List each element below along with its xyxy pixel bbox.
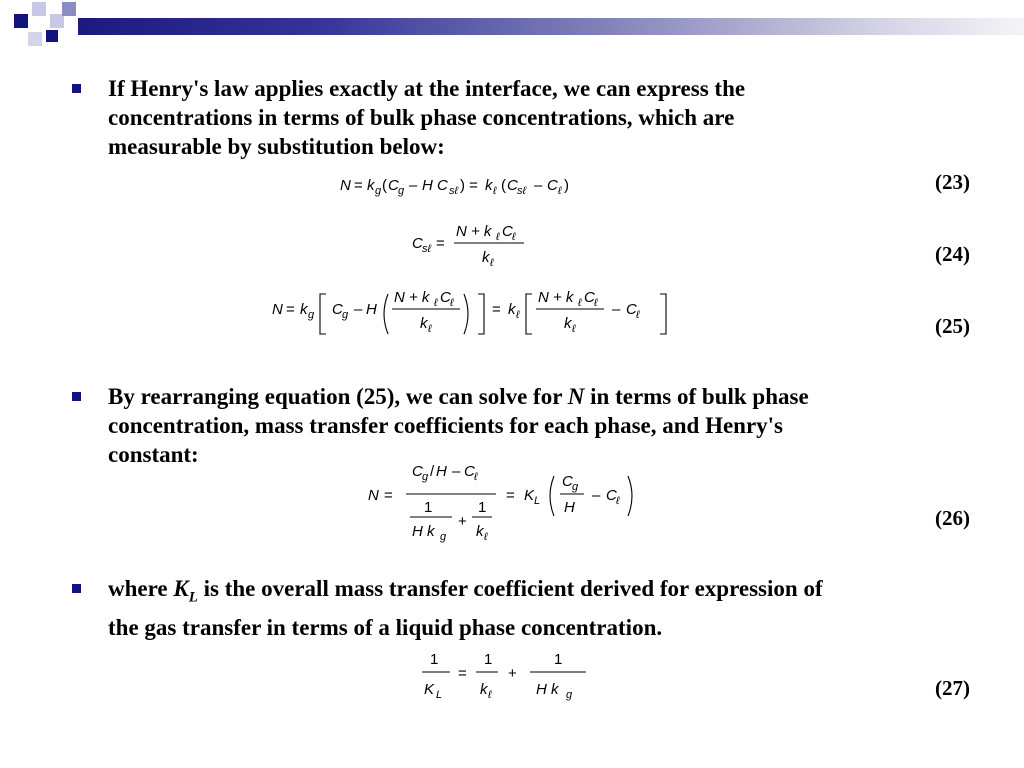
text-span: is the overall mass transfer coefficient derived for expression of xyxy=(197,576,823,601)
svg-text:ℓ: ℓ xyxy=(428,323,432,335)
svg-text:g: g xyxy=(440,531,447,543)
text-line: measurable by substitution below: xyxy=(108,134,445,159)
svg-text:ℓ: ℓ xyxy=(484,531,488,543)
svg-text:k: k xyxy=(476,523,484,540)
svg-text:/: / xyxy=(430,463,435,480)
svg-text:ℓ: ℓ xyxy=(496,231,500,243)
equation-25 xyxy=(270,286,680,347)
bullet-marker xyxy=(72,84,81,93)
svg-text:k: k xyxy=(300,301,308,318)
svg-text:g: g xyxy=(308,309,315,321)
equation-number: (25) xyxy=(935,314,970,338)
svg-text:H: H xyxy=(436,463,447,480)
svg-text:g: g xyxy=(572,481,579,493)
text-line xyxy=(108,382,968,411)
svg-text:C: C xyxy=(388,177,399,194)
text-line xyxy=(108,574,968,613)
bullet-marker xyxy=(72,584,81,593)
variable-n: N xyxy=(567,384,585,409)
svg-text:k: k xyxy=(508,301,516,318)
svg-text:ℓ: ℓ xyxy=(450,297,454,309)
svg-text:C: C xyxy=(464,463,475,480)
svg-text:–: – xyxy=(612,301,621,318)
equation-26 xyxy=(366,456,656,553)
svg-text:C: C xyxy=(412,463,423,480)
svg-text:H k: H k xyxy=(412,523,435,540)
text-span: in terms of bulk phase xyxy=(584,384,809,409)
svg-text:–: – xyxy=(354,301,363,318)
svg-text:ℓ: ℓ xyxy=(558,185,562,197)
svg-text:(: ( xyxy=(382,177,387,194)
text-line: concentrations in terms of bulk phase concentrations, which are xyxy=(108,105,735,130)
svg-text:=: = xyxy=(506,487,515,504)
equation-27 xyxy=(418,644,598,719)
svg-text:+: + xyxy=(458,513,467,530)
svg-text:ℓ: ℓ xyxy=(474,471,478,483)
svg-text:=: = xyxy=(384,487,393,504)
equation-number: (23) xyxy=(935,170,970,194)
equation-24 xyxy=(410,220,560,275)
svg-text:ℓ: ℓ xyxy=(516,309,520,321)
svg-text:(: ( xyxy=(501,177,506,194)
header-gradient-bar xyxy=(78,18,1024,35)
svg-text:N: N xyxy=(368,487,379,504)
svg-text:K: K xyxy=(424,681,435,698)
svg-text:k: k xyxy=(485,177,493,194)
text-span: By rearranging equation (25), we can solve for xyxy=(108,384,568,409)
svg-text:N + k: N + k xyxy=(394,289,430,306)
header-square-dark xyxy=(46,30,58,42)
svg-text:ℓ: ℓ xyxy=(572,323,576,335)
bullet-text-1 xyxy=(108,74,968,161)
svg-text:sℓ: sℓ xyxy=(517,185,527,197)
svg-text:=: = xyxy=(458,665,467,682)
equation-number: (27) xyxy=(935,676,970,700)
svg-text:C: C xyxy=(584,289,595,306)
svg-text:g: g xyxy=(566,689,573,701)
bullet-marker xyxy=(72,392,81,401)
bullet-text-3 xyxy=(108,574,968,642)
svg-text:ℓ: ℓ xyxy=(434,297,438,309)
svg-text:ℓ: ℓ xyxy=(616,495,620,507)
header-square-light xyxy=(28,32,42,46)
svg-text:H k: H k xyxy=(536,681,559,698)
svg-text:1: 1 xyxy=(554,651,563,668)
svg-text:–: – xyxy=(409,177,418,194)
svg-text:H: H xyxy=(366,301,377,318)
header-square-dark xyxy=(62,2,76,16)
svg-text:g: g xyxy=(398,185,405,197)
svg-text:k: k xyxy=(564,315,572,332)
svg-text:+: + xyxy=(508,665,517,682)
variable-k: K xyxy=(173,576,189,601)
header-square-light xyxy=(50,14,64,28)
svg-text:=: = xyxy=(354,177,363,194)
svg-text:C: C xyxy=(626,301,637,318)
svg-text:N: N xyxy=(272,301,283,318)
svg-text:N + k: N + k xyxy=(456,223,492,240)
variable-subscript: L xyxy=(188,589,198,606)
svg-text:N + k: N + k xyxy=(538,289,574,306)
equation-number: (24) xyxy=(935,242,970,266)
text-line: the gas transfer in terms of a liquid phase concentration. xyxy=(108,614,663,640)
svg-text:C: C xyxy=(440,289,451,306)
svg-text:k: k xyxy=(367,177,375,194)
svg-text:=: = xyxy=(286,301,295,318)
svg-text:1: 1 xyxy=(430,651,439,668)
svg-text:) =: ) = xyxy=(460,177,478,194)
text-line: constant: xyxy=(108,442,199,467)
svg-text:C: C xyxy=(547,177,558,194)
svg-text:k: k xyxy=(480,681,488,698)
svg-text:1: 1 xyxy=(484,651,493,668)
svg-text:sℓ: sℓ xyxy=(449,185,459,197)
svg-text:H C: H C xyxy=(422,177,448,194)
svg-text:g: g xyxy=(422,471,429,483)
svg-text:=: = xyxy=(436,235,445,252)
svg-text:): ) xyxy=(564,177,569,194)
text-line: concentration, mass transfer coefficients for each phase, and Henry's xyxy=(108,413,784,438)
svg-text:g: g xyxy=(342,309,349,321)
svg-text:K: K xyxy=(524,487,535,504)
svg-text:k: k xyxy=(482,249,490,266)
svg-text:g: g xyxy=(375,185,382,197)
svg-text:ℓ: ℓ xyxy=(578,297,582,309)
header-square-dark xyxy=(14,14,28,28)
svg-text:1: 1 xyxy=(478,499,487,516)
svg-text:ℓ: ℓ xyxy=(512,231,516,243)
equation-23 xyxy=(340,170,620,203)
svg-text:1: 1 xyxy=(424,499,433,516)
svg-text:ℓ: ℓ xyxy=(636,309,640,321)
svg-text:ℓ: ℓ xyxy=(594,297,598,309)
svg-text:C: C xyxy=(412,235,423,252)
svg-text:=: = xyxy=(492,301,501,318)
svg-text:C: C xyxy=(606,487,617,504)
svg-text:C: C xyxy=(507,177,518,194)
svg-text:H: H xyxy=(564,499,575,516)
svg-text:C: C xyxy=(562,473,573,490)
svg-text:–: – xyxy=(592,487,601,504)
svg-text:L: L xyxy=(534,495,541,507)
text-span: where xyxy=(108,576,174,601)
svg-text:sℓ: sℓ xyxy=(422,243,432,255)
header-square-light xyxy=(32,2,46,16)
svg-text:ℓ: ℓ xyxy=(488,689,492,701)
svg-text:ℓ: ℓ xyxy=(490,257,494,269)
equation-number: (26) xyxy=(935,506,970,530)
svg-text:C: C xyxy=(502,223,513,240)
svg-text:L: L xyxy=(436,689,443,701)
text-line: If Henry's law applies exactly at the interface, we can express the xyxy=(108,76,746,101)
svg-text:–: – xyxy=(534,177,543,194)
svg-text:N: N xyxy=(340,177,351,194)
svg-text:–: – xyxy=(452,463,461,480)
svg-text:C: C xyxy=(332,301,343,318)
svg-text:k: k xyxy=(420,315,428,332)
svg-text:ℓ: ℓ xyxy=(493,185,497,197)
